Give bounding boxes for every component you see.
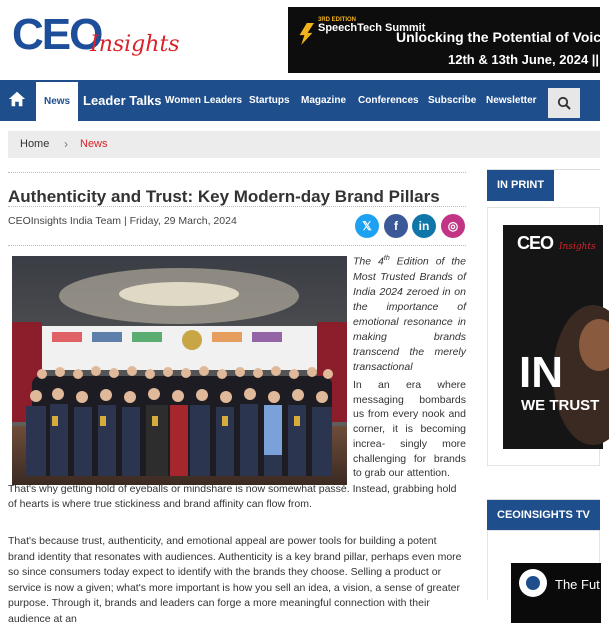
breadcrumb <box>8 131 600 158</box>
home-icon <box>8 90 26 108</box>
nav-item-news[interactable]: News <box>36 82 78 121</box>
facebook-share-icon[interactable]: f <box>384 214 408 238</box>
lede-text-start: The 4 <box>353 255 384 268</box>
breadcrumb-home[interactable]: Home <box>20 138 50 150</box>
cover-headline: IN <box>519 348 563 397</box>
banner-dates: 12th & 13th June, 2024 || <box>448 52 600 67</box>
main-nav <box>0 80 600 121</box>
in-print-header <box>487 169 600 200</box>
site-header <box>0 0 609 80</box>
cover-logo-sub: Insights <box>559 242 596 252</box>
banner-edition: 3RD EDITION <box>318 17 357 23</box>
divider <box>8 245 466 246</box>
in-print-label: IN PRINT <box>487 170 554 201</box>
logo-sub: Insights <box>90 32 180 57</box>
x-share-icon[interactable]: 𝕏 <box>355 214 379 238</box>
article-paragraph-1-continued: That's why getting hold of eyeballs or mindshare is now somewhat passé. Instead, grabbing hold of hearts is where true stickiness and brand affinity can flow from. <box>8 483 457 510</box>
logo-main: CEO <box>12 10 102 59</box>
nav-home[interactable] <box>8 86 34 114</box>
nav-item-magazine[interactable]: Magazine <box>301 95 347 106</box>
lightning-icon <box>298 23 314 45</box>
banner-headline: Unlocking the Potential of Voice <box>396 29 609 45</box>
banner-event: SpeechTech Summit <box>318 22 426 34</box>
video-title: The Fut <box>555 577 600 592</box>
article-photo <box>12 256 347 485</box>
article-byline: CEOInsights India Team | Friday, 29 March, 2024 <box>8 215 237 227</box>
search-icon <box>557 96 571 110</box>
cover-logo: CEO <box>517 233 554 253</box>
nav-item-newsletter[interactable]: Newsletter <box>486 95 537 106</box>
article-title: Authenticity and Trust: Key Modern-day Brand Pillars <box>8 187 440 206</box>
magazine-cover[interactable] <box>503 225 603 449</box>
in-print-box <box>487 207 600 466</box>
search-button[interactable] <box>548 88 580 118</box>
video-logo-icon <box>511 563 551 623</box>
breadcrumb-current[interactable]: News <box>80 138 108 150</box>
instagram-share-icon[interactable]: ◎ <box>441 214 465 238</box>
divider <box>8 206 466 207</box>
lede-text-end: Edition of the Most Trusted Brands of India 2024 zeroed in on the importance of emotional resonance in making brands transcend the merely transactional <box>353 255 466 373</box>
article-lede <box>353 251 466 375</box>
linkedin-share-icon[interactable]: in <box>412 214 436 238</box>
chevron-right-icon: › <box>64 137 68 151</box>
group-photo-image <box>12 256 347 485</box>
nav-item-leader-talks[interactable]: Leader Talks <box>83 93 162 108</box>
ad-banner[interactable] <box>288 7 609 73</box>
site-logo[interactable] <box>12 10 180 66</box>
lede-superscript: th <box>383 255 390 262</box>
cover-subheadline: WE TRUST <box>521 397 600 414</box>
nav-item-conferences[interactable]: Conferences <box>358 95 419 106</box>
nav-item-women-leaders[interactable]: Women Leaders <box>165 95 243 106</box>
tv-header <box>487 499 600 530</box>
nav-item-subscribe[interactable]: Subscribe <box>428 95 477 106</box>
cover-art <box>503 225 603 449</box>
tv-box <box>487 530 600 600</box>
video-thumbnail[interactable] <box>511 563 601 623</box>
nav-item-startups[interactable]: Startups <box>249 95 290 106</box>
article-paragraph-2: That's because trust, authenticity, and emotional appeal are power tools for building a potent brand identity that resonates with audiences. Authenticity is a key brand pillar, perhaps even more so since consumers today expect to identify with the brands they choose. Selling a product or service is now a given; what's more important is how you sell an idea, a vision, a sense of greater purpose. Through it, brands and leaders can forge a more meaningful connection with their audience at an <box>8 535 462 625</box>
tv-label: CEOINSIGHTS TV <box>487 500 600 531</box>
article-paragraph-1: In an era where messaging bombards us from every nook and corner, it is becoming increa- singly more challenging for brands to grab our attention. <box>353 379 466 480</box>
divider <box>8 172 466 173</box>
